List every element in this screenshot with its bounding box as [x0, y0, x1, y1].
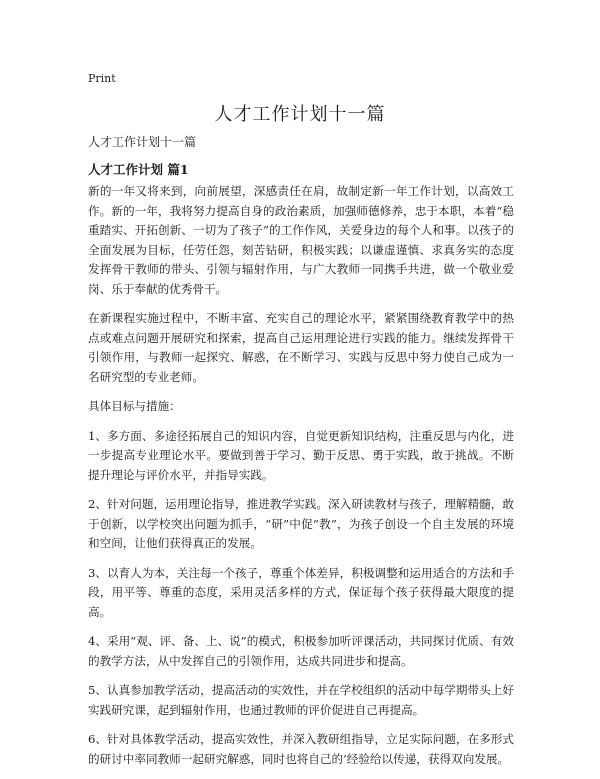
- paragraph-item-5: 5、认真参加教学活动，提高活动的实效性，并在学校组织的活动中每学期带头上好实践研究课，起到辐射作用，也通过教师的评价促进自己再提高。: [88, 683, 514, 717]
- section-heading: 人才工作计划 篇1: [88, 162, 189, 177]
- paragraph-intro: 新的一年又将来到，向前展望，深感责任在肩，故制定新一年工作计划，以高效工作。新的一年，我将努力提高自身的政治素质，加强师德修养，忠于本职，本着“稳重踏实、开拓创新、一切为了孩子”的工作作风，关爱身边的每个人和事。以孩子的全面发展为目标，任劳任怨，刻苦钻研，积极实践；以谦虚谨慎、求真务实的态度发挥骨干教师的带头、引领与辐射作用，与广大教师一同携手共进，做一个敬业爱岗、乐于奉献的优秀骨干。: [88, 184, 514, 296]
- print-link[interactable]: Print: [88, 72, 116, 85]
- paragraph-item-2: 2、针对问题，运用理论指导，推进教学实践。深入研读教材与孩子，理解精髓，敢于创新，以学校突出问题为抓手，“研”中促“教”，为孩子创设一个自主发展的环境和空间，让他们获得真正的发展。: [88, 497, 514, 550]
- page-title: 人才工作计划十一篇: [214, 104, 386, 125]
- document-subtitle: 人才工作计划十一篇: [88, 135, 197, 149]
- paragraph-item-6: 6、针对具体教学活动，提高实效性，并深入教研组指导，立足实际问题，在多形式的研讨中率同教师一起研究解惑，同时也将自己的’经验给以传递，获得双向发展。: [88, 732, 514, 766]
- paragraph-item-3: 3、以育人为本，关注每一个孩子，尊重个体差异，积极调整和运用适合的方法和手段，用平等、尊重的态度，采用灵活多样的方式，保证每个孩子获得最大限度的提高。: [88, 565, 514, 619]
- paragraph-item-1: 1、多方面、多途径拓展自己的知识内容，自觉更新知识结构，注重反思与内化，进一步提高专业理论水平。要做到善于学习、勤于反思、勇于实践，敢于挑战。不断提升理论与评价水平，并指导实践。: [88, 428, 514, 482]
- document-body: [88, 182, 514, 779]
- paragraph-goals-heading: 具体目标与措施：: [88, 399, 181, 413]
- paragraph-curriculum: 在新课程实施过程中，不断丰富、充实自己的理论水平，紧紧围绕教育教学中的热点或难点问题开展研究和探索，提高自己运用理论进行实践的能力。继续发挥骨干引领作用，与教师一起探究、解惑，在不断学习、实践与反思中努力使自己成为一名研究型的专业老师。: [88, 311, 514, 384]
- paragraph-item-4: 4、采用“观、评、备、上、说”的模式，积极参加听评课活动，共同探讨优质、有效的教学方法，从中发挥自己的引领作用，达成共同进步和提高。: [88, 634, 514, 668]
